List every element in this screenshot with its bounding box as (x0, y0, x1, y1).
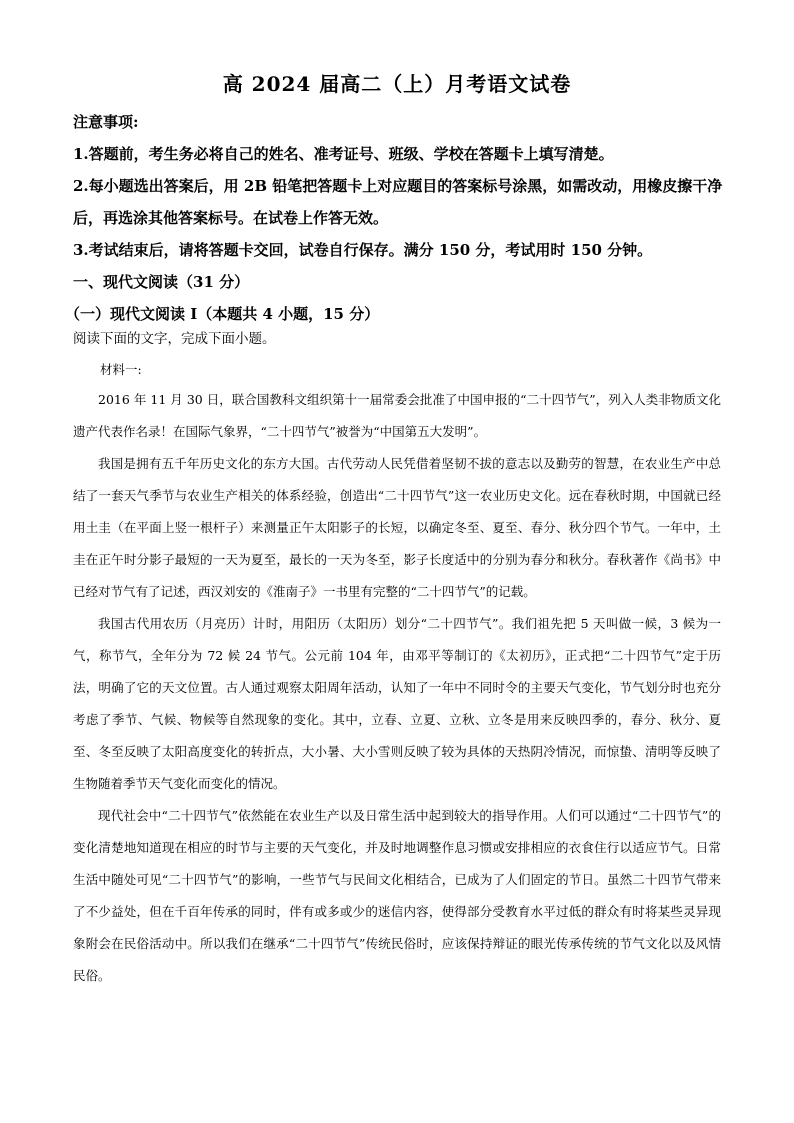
page-title: 高 2024 届高二（上）月考语文试卷 (222, 72, 572, 96)
paragraph: 我国是拥有五千年历史文化的东方大国。古代劳动人民凭借着坚韧不拔的意志以及勤劳的智慧，在农业生产中总结了一套天气季节与农业生产相关的体系经验，创造出“二十四节气”这一农业历史文化。远在春秋时期，中国就已经用土圭（在平面上竖一根杆子）来测量正午太阳影子的长短，以确定冬至、夏至、春分、秋分四个节气。一年中，土圭在正午时分影子最短的一天为夏至，最长的一天为冬至，影子长度适中的分别为春分和秋分。春秋著作《尚书》中已经对节气有了记述，西汉刘安的《淮南子》一书里有完整的“二十四节气”的记载。 (73, 456, 721, 599)
paragraph: 我国古代用农历（月亮历）计时，用阳历（太阳历）划分“二十四节气”。我们祖先把 5 天叫做一候，3 候为一气，称节气，全年分为 72 候 24 节气。公元前 104 年，由邓平等制订的《太初历》，正式把“二十四节气”定于历法，明确了它的天文位置。古人通过观察太阳周年活动，认知了一年中不同时令的主要天气变化，节气划分时也充分考虑了季节、气候、物候等自然现象的变化。其中，立春、立夏、立秋、立冬是用来反映四季的，春分、秋分、夏至、冬至反映了太阳高度变化的转折点，大小暑、大小雪则反映了较为具体的天热阴冷情况，而惊蛰、清明等反映了生物随着季节天气变化而变化的情况。 (73, 616, 721, 791)
section-heading: 一、现代文阅读（31 分） (73, 273, 250, 291)
paragraph: 2016 年 11 月 30 日，联合国教科文组织第十一届常委会批准了中国申报的“二十四节气”，列入人类非物质文化遗产代表作名录！在国际气象界，“二十四节气”被誉为“中国第五大发明”。 (73, 392, 721, 439)
notice-item-3: 3.考试结束后，请将答题卡交回，试卷自行保存。满分 150 分，考试用时 150 分钟。 (73, 241, 653, 259)
subsection-heading: （一）现代文阅读 I（本题共 4 小题，15 分） (65, 305, 380, 323)
notice-item-2: 2.每小题选出答案后，用 2B 铅笔把答题卡上对应题目的答案标号涂黑，如需改动，用橡皮擦干净后，再选涂其他答案标号。在试卷上作答无效。 (73, 177, 723, 227)
instruction-text: 阅读下面的文字，完成下面小题。 (73, 331, 276, 347)
notice-item-1: 1.答题前，考生务必将自己的姓名、准考证号、班级、学校在答题卡上填写清楚。 (73, 145, 614, 163)
material-label: 材料一: (100, 362, 142, 377)
notice-block (65, 106, 733, 330)
paragraph: 现代社会中“二十四节气”依然能在农业生产以及日常生活中起到较大的指导作用。人们可以通过“二十四节气”的变化清楚地知道现在相应的时节与主要的天气变化，并及时地调整作息习惯或安排相应的衣食住行以适应节气。日常生活中随处可见“二十四节气”的影响，一些节气与民间文化相结合，已成为了人们固定的节日。虽然二十四节气带来了不少益处，但在千百年传承的同时，伴有或多或少的迷信内容，使得部分受教育水平过低的群众有时将某些灵异现象附会在民俗活动中。所以我们在继承“二十四节气”传统民俗时，应该保持辩证的眼光传承传统的节气文化以及风情民俗。 (73, 808, 721, 983)
material-body (73, 384, 721, 992)
notice-heading: 注意事项: (73, 113, 139, 131)
